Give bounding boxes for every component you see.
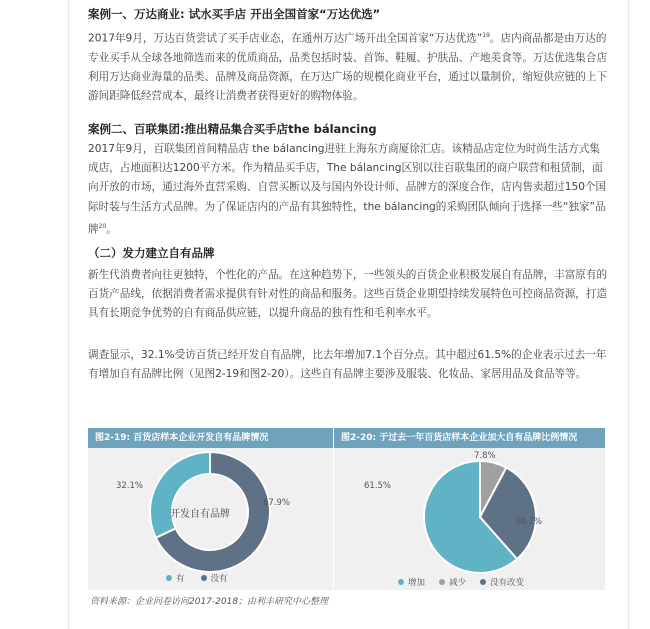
chart1-slice-yes	[150, 452, 210, 538]
chart1-title: 图2-19: 百货店样本企业开发自有品牌情况	[88, 428, 333, 448]
chart1-legend	[166, 572, 228, 584]
legend-yes: 有	[176, 574, 185, 584]
page-frame-left	[68, 0, 69, 629]
legend-dot-no	[201, 575, 207, 581]
chart2-legend	[398, 576, 524, 588]
case2-heading: 案例二、百联集团:推出精品集合买手店the bálancing	[88, 122, 377, 136]
legend-dot-increase	[398, 579, 404, 585]
legend-dot-decrease	[439, 579, 445, 585]
case1-heading: 案例一、万达商业: 试水买手店 开出全国首家“万达优选”	[88, 7, 381, 21]
section2-paragraph: 新生代消费者向往更独特，个性化的产品。在这种趋势下，一些领头的百货企业积极发展自有品牌，丰富原有的百货产品线，依据消费者需求提供有针对性的商品和服务。这些百货企业期望持续发展特色可控商品资源，打造具有长期竞争优势的自有商品供应链，以提升商品的独有性和毛利率水平。	[88, 269, 608, 320]
chart2-label-unchanged: 30.7%	[515, 517, 543, 527]
footnote-20: 20	[98, 222, 107, 230]
legend-dot-unchanged	[480, 579, 486, 585]
chart1-label-no: 67.9%	[263, 498, 291, 508]
section2-heading: （二）发力建立自有品牌	[88, 246, 215, 260]
chart2-label-increase: 61.5%	[364, 481, 392, 491]
legend-dot-yes	[166, 575, 172, 581]
chart2-label-decrease: 7.8%	[474, 451, 496, 461]
case1-paragraph: 2017年9月，万达百货尝试了买手店业态，在通州万达广场开出全国首家“万达优选”$^{19}$。店内商品都是由万达的专业买手从全球各地筛选而来的优质商品，品类包括时装、首饰、鞋履、护肤品、产地美食等。万达优选集合店利用万达商业海量的品类、品牌及商品资源，在万达广场的规模化商业平台，通过以量制价，缩短供应链的上下游间距降低经营成本，最终让消费者获得更好的购物体验。	[88, 32, 608, 103]
chart1-label-yes: 32.1%	[116, 481, 144, 491]
legend-increase: 增加	[408, 578, 426, 588]
legend-unchanged: 没有改变	[490, 578, 525, 588]
legend-no: 没有	[210, 574, 228, 584]
page-frame-right	[628, 0, 629, 629]
source-note: 资料来源：企业问卷访问2017-2018；由利丰研究中心整理	[90, 597, 329, 607]
chart2-title: 图2-20: 于过去一年百货店样本企业加大自有品牌比例情况	[334, 428, 605, 448]
case2-paragraph: 2017年9月，百联集团首间精品店 the bálancing进驻上海东方商厦徐汇店。该精品店定位为时尚生活方式集成店，占地面积达1200平方米。作为精品买手店，The bálancing区别以往百联集团的商户联营和租赁制，面向开放的市场，通过海外直营采购、自营买断以及与国内外设计师、品牌方的深度合作，店内售卖超过150个国际时装与生活方式品牌。为了保证店内的产品有其独特性，the bálancing的采购团队倾向于选择一些“独家”品牌$^{20}$。	[88, 143, 607, 236]
chart1-center-label: 开发自有品牌	[170, 509, 230, 520]
legend-decrease: 减少	[449, 578, 467, 588]
footnote-19: 19	[482, 32, 490, 39]
charts-svg	[88, 0, 608, 629]
survey-paragraph: 调查显示，32.1%受访百货已经开发自有品牌，比去年增加7.1个百分点。其中超过61.5%的企业表示过去一年有增加自有品牌比例（见图2-19和图2-20）。这些自有品牌主要涉及服装、化妆品、家居用品及食品等等。	[88, 349, 607, 381]
